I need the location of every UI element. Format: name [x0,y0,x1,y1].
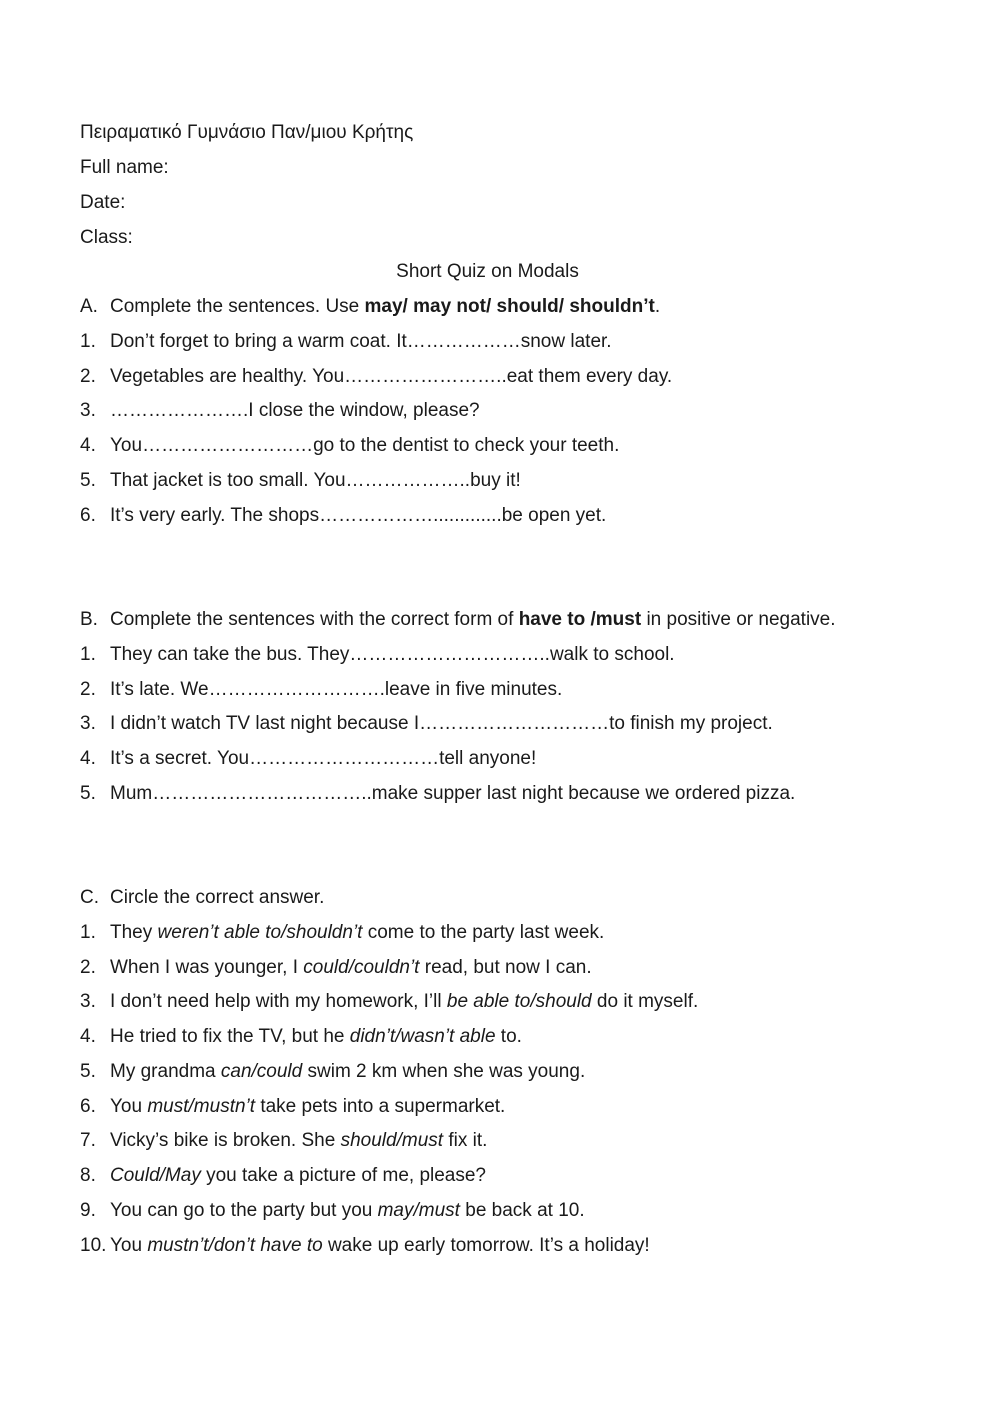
item-text-end: do it myself. [591,991,699,1012]
item-text: Vegetables are healthy. You……………………..eat them every day. [110,366,673,387]
list-item [80,399,480,423]
answer-options[interactable]: be able to/should [446,991,592,1012]
section-b-instruction [80,608,836,632]
list-item [80,434,619,458]
class-label: Class: [80,227,133,248]
item-number: 1. [80,922,96,943]
school-name: Πειραματικό Γυμνάσιο Παν/μιου Κρήτης [80,122,414,143]
list-item [80,469,521,493]
full-name-label: Full name: [80,157,169,178]
section-c-instruction [80,886,324,910]
list-item [80,330,612,354]
item-text: ………………….I close the window, please? [110,400,480,421]
item-number: 3. [80,713,96,734]
item-text: They [110,922,158,943]
answer-options[interactable]: could/couldn’t [303,957,420,978]
section-b-instruction-text: Complete the sentences with the correct form of [110,609,519,630]
list-item [80,1095,505,1119]
item-number: 2. [80,957,96,978]
item-text: They can take the bus. They…………………………..walk to school. [110,644,675,665]
item-number: 8. [80,1165,96,1186]
list-item [80,1060,585,1084]
date-label: Date: [80,192,126,213]
section-a-letter: A. [80,296,98,317]
section-c-instruction-text: Circle the correct answer. [110,887,325,908]
section-b-letter: B. [80,609,98,630]
item-text: That jacket is too small. You………………..buy it! [110,470,521,491]
item-text: You can go to the party but you [110,1200,378,1221]
list-item [80,990,698,1014]
list-item [80,1199,585,1223]
page-title: Short Quiz on Modals [396,261,579,282]
item-text-end: you take a picture of me, please? [200,1165,486,1186]
answer-options[interactable]: may/must [377,1200,460,1221]
section-b-instruction-end: in positive or negative. [641,609,836,630]
list-item [80,712,773,736]
list-item [80,1234,650,1258]
item-number: 5. [80,470,96,491]
list-item [80,956,592,980]
answer-options[interactable]: mustn’t/don’t have to [147,1235,323,1256]
item-number: 6. [80,1096,96,1117]
item-number: 9. [80,1200,96,1221]
item-number: 1. [80,331,96,352]
list-item [80,504,606,528]
list-item [80,1164,486,1188]
item-text: Vicky’s bike is broken. She [110,1130,341,1151]
item-number: 4. [80,748,96,769]
section-c-letter: C. [80,887,99,908]
item-number: 5. [80,1061,96,1082]
item-text-end: be back at 10. [459,1200,585,1221]
section-b-modals: have to /must [518,609,642,630]
item-number: 7. [80,1130,96,1151]
item-text-end: wake up early tomorrow. It’s a holiday! [322,1235,650,1256]
section-a-instruction [80,295,660,319]
item-text-end: to. [495,1026,522,1047]
item-text-end: fix it. [443,1130,488,1151]
item-text: You………………………go to the dentist to check your teeth. [110,435,620,456]
list-item [80,747,536,771]
list-item [80,1025,522,1049]
list-item [80,921,604,945]
item-text-end: read, but now I can. [419,957,592,978]
item-text: He tried to fix the TV, but he [110,1026,350,1047]
section-a-instruction-text: Complete the sentences. Use [110,296,365,317]
item-text-end: take pets into a supermarket. [255,1096,506,1117]
answer-options[interactable]: can/could [220,1061,303,1082]
item-number: 4. [80,1026,96,1047]
item-text: Don’t forget to bring a warm coat. It………………snow later. [110,331,612,352]
answer-options[interactable]: must/mustn’t [147,1096,256,1117]
item-number: 2. [80,679,96,700]
item-text: Mum……………………………..make supper last night because we ordered pizza. [110,783,796,804]
list-item [80,643,675,667]
list-item [80,1129,487,1153]
answer-options[interactable]: should/must [340,1130,444,1151]
item-text: You [110,1096,148,1117]
item-number: 3. [80,400,96,421]
item-number: 1. [80,644,96,665]
item-text-end: swim 2 km when she was young. [302,1061,586,1082]
item-number: 3. [80,991,96,1012]
list-item [80,782,795,806]
section-a-instruction-end: . [654,296,661,317]
item-number: 6. [80,505,96,526]
item-text: I didn’t watch TV last night because I…………………………to finish my project. [110,713,773,734]
answer-options[interactable]: didn’t/wasn’t able [349,1026,496,1047]
item-text-end: come to the party last week. [362,922,605,943]
item-number: 4. [80,435,96,456]
list-item [80,678,562,702]
item-text: When I was younger, I [110,957,304,978]
item-text: You [110,1235,148,1256]
section-a-modals: may/ may not/ should/ shouldn’t [364,296,655,317]
list-item [80,365,672,389]
item-text: My grandma [110,1061,221,1082]
answer-options[interactable]: weren’t able to/shouldn’t [157,922,363,943]
answer-options[interactable]: Could/May [110,1165,201,1186]
item-number: 10. [80,1235,107,1256]
item-text: It’s very early. The shops……………….............be open yet. [110,505,607,526]
item-text: It’s late. We……………………….leave in five minutes. [110,679,563,700]
item-text: I don’t need help with my homework, I’ll [110,991,447,1012]
item-text: It’s a secret. You…………………………tell anyone! [110,748,537,769]
item-number: 5. [80,783,96,804]
item-number: 2. [80,366,96,387]
